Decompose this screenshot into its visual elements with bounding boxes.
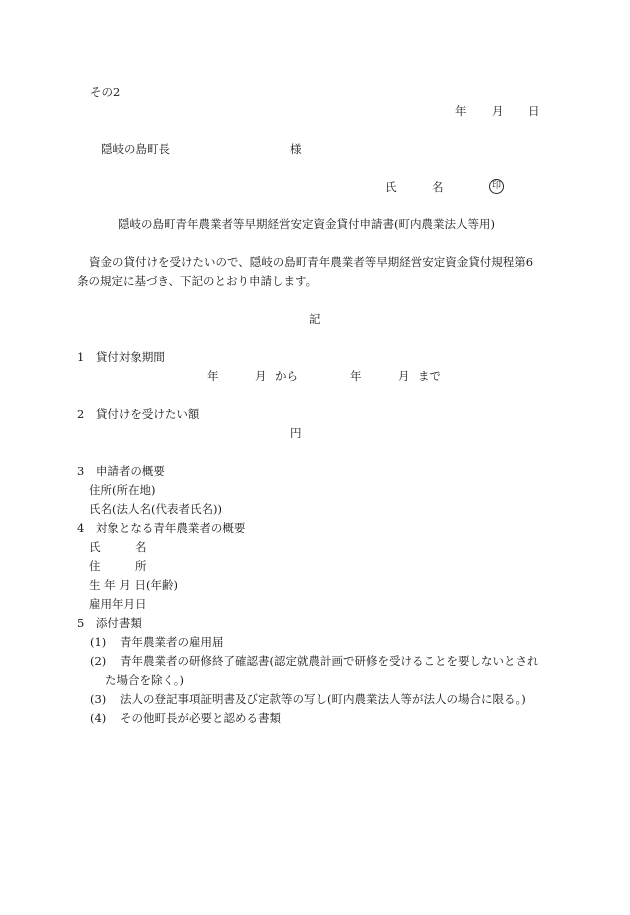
amount-unit: 円 xyxy=(290,426,302,440)
farmer-address-label-b: 所 xyxy=(135,559,147,573)
farmer-birthdate-label: 生 年 月 日(年齢) xyxy=(89,578,178,592)
date-day-label: 日 xyxy=(528,104,540,118)
attachment-2-text: 青年農業者の研修終了確認書(認定就農計画で研修を受けることを要しないとされ xyxy=(120,654,539,668)
body-text-line-1: 資金の貸付けを受けたいので、隠岐の島町青年農業者等早期経営安定資金貸付規程第6 xyxy=(89,255,534,269)
body-text-line-2: 条の規定に基づき、下記のとおり申請します。 xyxy=(77,274,318,288)
farmer-employment-date-label: 雇用年月日 xyxy=(89,597,147,611)
seal-icon: 印 xyxy=(489,179,504,194)
attachment-2-continuation: た場合を除く。) xyxy=(105,673,185,687)
period-month-2: 月 xyxy=(398,369,410,383)
applicant-name-label-2: 名 xyxy=(432,180,444,194)
section-2-heading: 2 貸付けを受けたい額 xyxy=(77,407,200,421)
period-year-1: 年 xyxy=(207,369,219,383)
section-1-heading: 1 貸付対象期間 xyxy=(77,350,165,364)
attachment-1-text: 青年農業者の雇用届 xyxy=(120,635,224,649)
period-to: まで xyxy=(418,369,441,383)
attachment-4-number: (4) xyxy=(90,711,107,725)
farmer-name-label-a: 氏 xyxy=(89,540,101,554)
ki-heading: 記 xyxy=(309,312,321,326)
attachment-4-text: その他町長が必要と認める書類 xyxy=(120,711,281,725)
attachment-3-number: (3) xyxy=(90,692,107,706)
section-3-heading: 3 申請者の概要 xyxy=(77,464,165,478)
applicant-name-label: 氏名(法人名(代表者氏名)) xyxy=(89,502,222,516)
section-4-heading: 4 対象となる青年農業者の概要 xyxy=(77,521,246,535)
addressee-honorific: 様 xyxy=(290,142,302,156)
addressee-name: 隠岐の島町長 xyxy=(101,142,170,156)
farmer-address-label-a: 住 xyxy=(89,559,101,573)
date-year-label: 年 xyxy=(455,104,467,118)
document-title: 隠岐の島町青年農業者等早期経営安定資金貸付申請書(町内農業法人等用) xyxy=(118,217,495,231)
period-from: から xyxy=(275,369,298,383)
farmer-name-label-b: 名 xyxy=(135,540,147,554)
period-month-1: 月 xyxy=(255,369,267,383)
section-5-heading: 5 添付書類 xyxy=(77,616,142,630)
attachment-1-number: (1) xyxy=(90,635,107,649)
applicant-name-label-1: 氏 xyxy=(385,180,397,194)
attachment-3-text: 法人の登記事項証明書及び定款等の写し(町内農業法人等が法人の場合に限る。) xyxy=(120,692,526,706)
attachment-2-number: (2) xyxy=(90,654,107,668)
period-year-2: 年 xyxy=(350,369,362,383)
form-number: その2 xyxy=(90,85,121,99)
applicant-address-label: 住所(所在地) xyxy=(89,483,156,497)
date-month-label: 月 xyxy=(492,104,504,118)
